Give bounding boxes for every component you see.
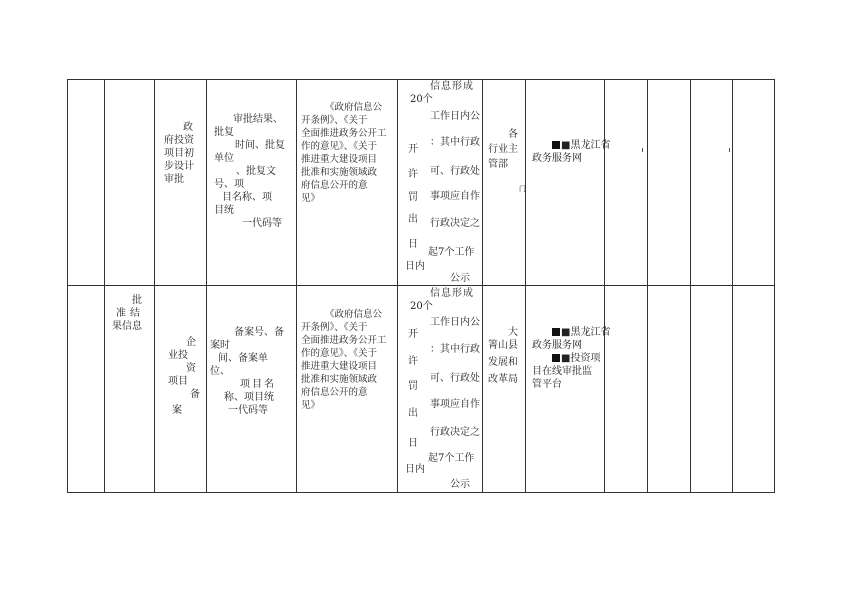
item-cell <box>168 336 206 388</box>
time-line: 行政决定之 <box>430 218 480 229</box>
time-line: 行政决定之 <box>430 427 480 438</box>
time-side-char: 出 <box>408 408 418 419</box>
time-side-char: 罚 <box>408 381 418 392</box>
time-line: 公示 <box>450 479 470 490</box>
category-cell <box>112 294 154 333</box>
col-border <box>482 79 483 493</box>
time-side-column <box>408 328 418 341</box>
checkbox-checked-icon <box>552 328 560 336</box>
time-side-char: 开 <box>408 329 418 340</box>
content-line: 备案号、备 <box>234 327 284 338</box>
time-line: 工作日内公 <box>430 317 480 328</box>
time-line: ：其中行政 <box>430 137 480 148</box>
subject-line: 管部 <box>488 159 508 170</box>
channel-line <box>532 139 611 152</box>
time-line: 起7个工作 <box>428 247 475 258</box>
item-line: 步设计 <box>164 161 194 172</box>
channel-line: 目在线审批监 <box>532 366 592 377</box>
time-side-char: 罚 <box>408 192 418 203</box>
time-side-char: 日内 <box>405 261 425 272</box>
time-cell <box>430 426 480 439</box>
col-border <box>774 79 775 493</box>
time-cell <box>428 452 474 465</box>
time-side-char: 日内 <box>405 464 425 475</box>
subject-line: 改革局 <box>488 374 518 385</box>
item-line: 项目 <box>168 376 188 387</box>
item-line: 案 <box>172 405 182 416</box>
time-cell <box>430 110 480 123</box>
basis-line: 批准和实施领域政 <box>301 374 378 385</box>
item-line: 企 <box>186 337 196 348</box>
time-side-column <box>408 380 418 393</box>
basis-line: 《政府信息公 <box>325 102 383 113</box>
checkbox-checked-icon <box>552 354 560 362</box>
item-line: 项目初 <box>164 148 194 159</box>
item-line: 资 <box>186 363 196 374</box>
time-cell <box>430 372 480 385</box>
item-line: 府投资 <box>164 135 194 146</box>
content-line: 时间、批复 <box>235 140 285 151</box>
cell-mark <box>729 148 730 152</box>
time-line: 信息形成 <box>430 81 474 92</box>
content-line: 、批复文 <box>236 166 276 177</box>
col-border <box>690 79 691 493</box>
row-divider <box>67 285 774 286</box>
cell-mark <box>642 148 643 152</box>
time-line: 公示 <box>450 273 470 284</box>
time-line: 事项应自作 <box>430 399 480 410</box>
time-side-column <box>408 191 418 204</box>
channel-text: ■黑龙江省 <box>561 327 611 338</box>
channel-line: 政务服务网 <box>532 340 582 351</box>
time-line: 可、行政处 <box>430 373 480 384</box>
col-border <box>67 79 68 493</box>
channel-text: ■投资项 <box>561 353 601 364</box>
table-bottom-border <box>67 492 774 493</box>
col-border <box>206 79 207 493</box>
basis-line: 全面推进政务公开工 <box>301 335 387 346</box>
channel-line: 政务服务网 <box>532 153 582 164</box>
time-cell <box>430 316 480 329</box>
category-line: 果信息 <box>112 321 142 332</box>
basis-line: 府信息公开的意 <box>301 387 368 398</box>
channel-line <box>532 352 604 365</box>
content-line: 间、备案单 <box>218 353 268 364</box>
channel-line <box>532 326 611 339</box>
basis-line: 见》 <box>301 400 321 411</box>
content-line: 案时 <box>210 340 230 351</box>
basis-line: 推进重大建设项目 <box>301 154 378 165</box>
time-side-column <box>405 260 425 273</box>
content-cell <box>210 326 296 417</box>
col-border <box>647 79 648 493</box>
basis-line: 作的意见》、《关于 <box>301 141 378 152</box>
content-line: 一代码等 <box>228 405 268 416</box>
checkbox-checked-icon <box>552 141 560 149</box>
channel-cell <box>532 326 611 391</box>
content-line: 项目名 <box>240 379 276 390</box>
basis-line: 全面推进政务公开工 <box>301 128 387 139</box>
basis-cell <box>301 308 396 412</box>
content-line: 号、项 <box>214 179 244 190</box>
time-side-char: 出 <box>408 214 418 225</box>
content-line: 审批结果、 <box>233 114 283 125</box>
time-side-column <box>408 213 418 226</box>
subject-cell <box>488 326 525 386</box>
time-line: 事项应自作 <box>430 191 480 202</box>
time-cell <box>430 343 480 356</box>
item-line: 备 <box>190 389 200 400</box>
basis-line: 《政府信息公 <box>325 309 383 320</box>
col-border <box>296 79 297 493</box>
content-line: 单位 <box>214 153 234 164</box>
time-cell <box>430 190 480 203</box>
time-side-column <box>408 407 418 420</box>
col-border <box>104 79 105 493</box>
item-cell <box>164 121 206 186</box>
subject-line: 发展和 <box>488 357 518 368</box>
subject-cell <box>519 183 526 196</box>
channel-cell <box>532 139 611 165</box>
item-cell <box>172 404 182 417</box>
basis-line: 开条例》、《关于 <box>301 115 368 126</box>
basis-line: 作的意见》、《关于 <box>301 348 378 359</box>
time-side-column <box>408 168 418 181</box>
basis-line: 府信息公开的意 <box>301 180 368 191</box>
subject-line: 箐山县 <box>488 340 518 351</box>
content-line: 称、项目统 <box>224 392 274 403</box>
time-cell <box>410 287 474 313</box>
basis-line: 批准和实施领域政 <box>301 167 378 178</box>
content-line: 目统 <box>214 205 234 216</box>
item-line: 政 <box>183 122 193 133</box>
time-side-char: 许 <box>408 356 418 367</box>
time-line: 信息形成 <box>430 288 474 299</box>
item-line: 审批 <box>164 174 184 185</box>
basis-line: 推进重大建设项目 <box>301 361 378 372</box>
subject-line: 门 <box>519 185 526 193</box>
category-line: 批 <box>132 295 142 306</box>
item-line: 业投 <box>168 350 188 361</box>
time-line: 20个 <box>410 94 433 105</box>
time-cell <box>430 165 480 178</box>
content-line: 批复 <box>214 127 234 138</box>
time-cell <box>410 80 474 106</box>
basis-line: 见》 <box>301 193 321 204</box>
time-side-char: 许 <box>408 169 418 180</box>
channel-line: 管平台 <box>532 379 562 390</box>
time-cell <box>430 217 480 230</box>
time-cell <box>430 136 480 149</box>
content-line: 位、 <box>210 366 230 377</box>
time-line: 工作日内公 <box>430 111 480 122</box>
content-line: 目名称、项 <box>222 192 272 203</box>
category-line: 准结 <box>116 308 144 319</box>
time-line: 可、行政处 <box>430 166 480 177</box>
time-line: ：其中行政 <box>430 344 480 355</box>
time-side-char: 日 <box>408 438 418 449</box>
subject-line: 大 <box>508 327 518 338</box>
time-cell <box>450 478 470 491</box>
content-cell <box>214 113 296 230</box>
time-line: 起7个工作 <box>428 453 475 464</box>
time-side-column <box>405 463 425 476</box>
time-side-column <box>408 238 418 251</box>
col-border <box>397 79 398 493</box>
subject-line: 行业主 <box>488 144 518 155</box>
content-line: 一代码等 <box>242 218 282 229</box>
basis-line: 开条例》、《关于 <box>301 322 368 333</box>
subject-cell <box>488 128 525 171</box>
col-border <box>525 79 526 493</box>
time-cell <box>428 246 474 259</box>
time-line: 20个 <box>410 301 433 312</box>
subject-line: 各 <box>508 129 518 140</box>
time-side-column <box>408 355 418 368</box>
basis-cell <box>301 101 396 205</box>
time-cell <box>450 272 470 285</box>
time-side-char: 日 <box>408 239 418 250</box>
col-border <box>732 79 733 493</box>
col-border <box>154 79 155 493</box>
time-side-char: 开 <box>408 144 418 155</box>
item-cell <box>190 388 200 401</box>
time-side-column <box>408 437 418 450</box>
time-side-column <box>408 143 422 156</box>
time-cell <box>430 398 480 411</box>
channel-text: ■黑龙江省 <box>561 140 611 151</box>
